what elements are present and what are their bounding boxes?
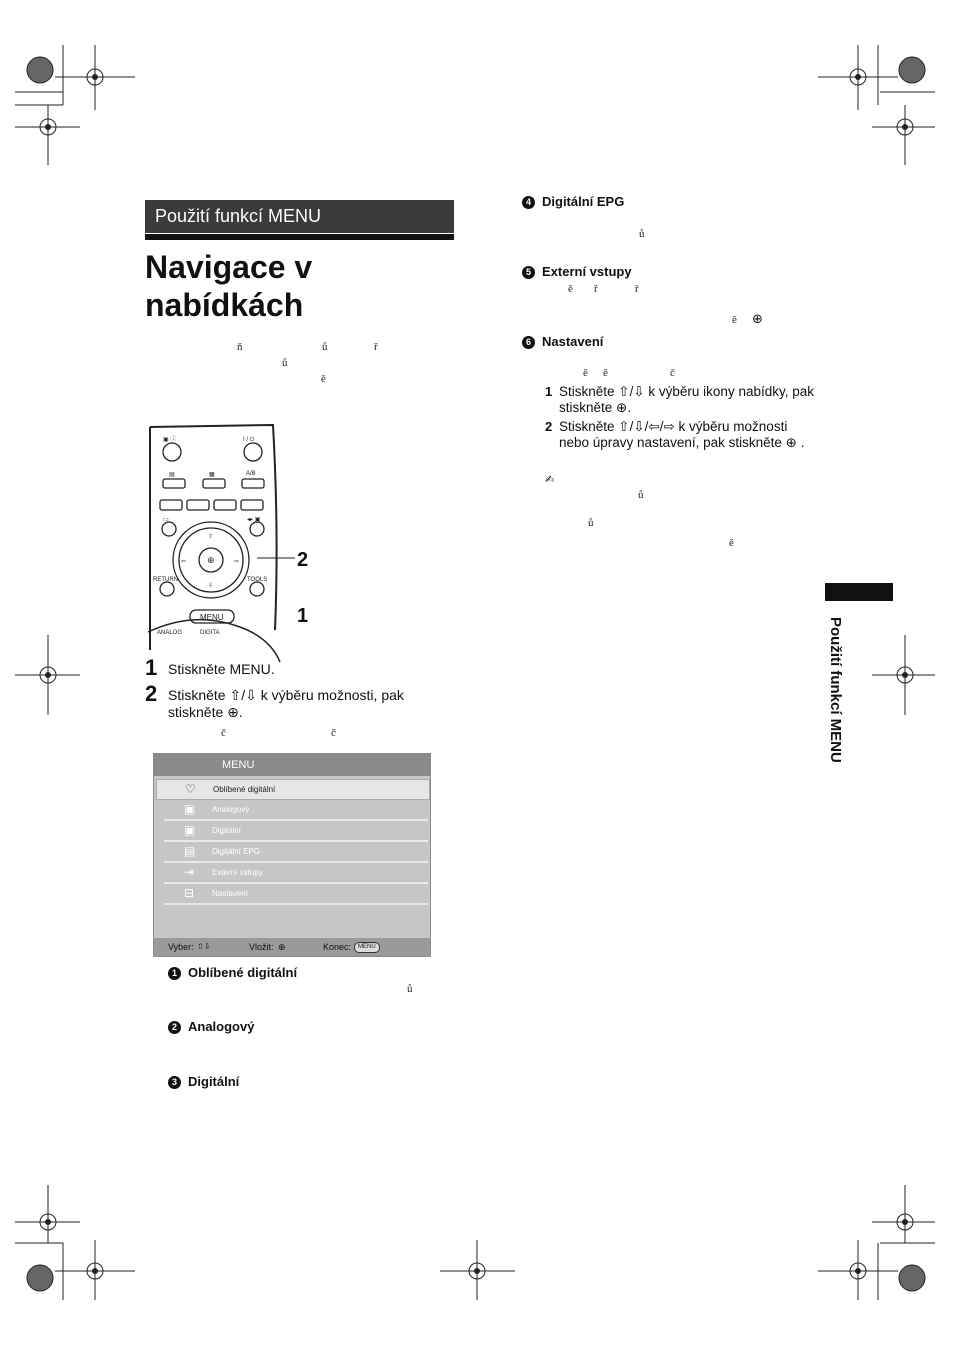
menu-item-label: Externí vstupy xyxy=(212,868,263,877)
menu-item-label: Digitální EPG xyxy=(212,847,261,856)
menu-item[interactable] xyxy=(156,779,430,800)
svg-text:⇦: ⇦ xyxy=(181,559,187,565)
item-digital-epg xyxy=(522,193,624,211)
item-2-number: 2 xyxy=(168,1021,181,1034)
svg-text:▭: ▭ xyxy=(163,517,169,523)
page-title-line1: Navigace v xyxy=(145,249,313,285)
step-2-number: 2 xyxy=(145,681,158,706)
svg-text:▣ ⓘ: ▣ ⓘ xyxy=(163,437,177,443)
item-digital xyxy=(168,1073,239,1091)
power-label: I / ⏻ xyxy=(243,437,255,443)
menu-item[interactable] xyxy=(164,821,428,842)
callout-1: 1 xyxy=(297,605,309,627)
intro-fragment: ň xyxy=(237,341,243,353)
side-tab-marker xyxy=(825,583,893,601)
intro-fragment: ů xyxy=(322,341,328,353)
enter-symbol-icon: ⊕ xyxy=(752,311,763,326)
svg-text:▦: ▦ xyxy=(209,472,215,478)
right-step-2-text: Stiskněte ⇧/⇩/⇦/⇨ k výběru možnosti nebo úpravy nastavení, pak stiskněte ⊕ . xyxy=(559,419,805,450)
right-fragment: ů xyxy=(638,489,644,501)
item-external-inputs xyxy=(522,263,632,281)
svg-text:⇧: ⇧ xyxy=(208,534,214,540)
intro-fragment: ě xyxy=(321,373,326,385)
footer-exit: Konec: xyxy=(323,942,352,952)
right-fragment: ě xyxy=(729,537,734,549)
side-tab-text: Použití funkcí MENU xyxy=(827,617,844,763)
intro-fragment: ř xyxy=(374,341,378,353)
intro-fragment: ů xyxy=(282,357,288,369)
tools-label: TOOLS xyxy=(247,577,268,583)
step-1-text: Stiskněte MENU. xyxy=(168,661,275,677)
menu-item-label: Nastavení xyxy=(212,889,249,898)
svg-text:◂▸ ▣: ◂▸ ▣ xyxy=(247,517,261,523)
side-tab-label xyxy=(824,617,844,807)
callout-2: 2 xyxy=(297,549,309,571)
section-header: Použití funkcí MENU xyxy=(145,200,454,233)
menu-header xyxy=(154,754,430,776)
item-settings xyxy=(522,333,603,351)
menu-item-label: Analogový xyxy=(212,805,250,814)
menu-item-label: Oblíbené digitální xyxy=(213,785,276,794)
item-6-title: Nastavení xyxy=(542,334,604,349)
item-1-title: Oblíbené digitální xyxy=(188,965,298,980)
step2-fragment: č xyxy=(331,727,336,739)
svg-text:⇩: ⇩ xyxy=(208,583,214,589)
right-step-1-text: Stiskněte ⇧/⇩ k výběru ikony nabídky, pak stiskněte ⊕. xyxy=(559,384,814,415)
toolbox-icon: ⊟ xyxy=(184,886,195,900)
footer-select: Vyber: xyxy=(168,942,194,952)
svg-text:▤: ▤ xyxy=(169,472,175,478)
item-5-number: 5 xyxy=(522,266,535,279)
right-fragment: ů xyxy=(588,517,594,529)
right-fragment: ř xyxy=(635,283,639,295)
analog-label: ANALOG xyxy=(157,630,183,636)
right-fragment: ř xyxy=(594,283,598,295)
updown-icon: ⇧⇩ xyxy=(197,942,211,951)
right-step-2-number: 2 xyxy=(545,419,553,434)
right-fragment: ě xyxy=(568,283,573,295)
return-label: RETURN xyxy=(153,577,178,583)
menu-item[interactable] xyxy=(164,800,428,821)
item-analog xyxy=(168,1018,254,1036)
menu-item[interactable] xyxy=(164,842,428,863)
item-6-number: 6 xyxy=(522,336,535,349)
right-fragment: č xyxy=(670,367,675,379)
item-4-title: Digitální EPG xyxy=(542,194,625,209)
page-title xyxy=(145,248,465,324)
step-2-text: Stiskněte ⇧/⇩ k výběru možnosti, pak stiskněte ⊕. xyxy=(168,687,404,720)
menu-footer xyxy=(154,938,430,956)
input-icon: ⇥ xyxy=(184,865,195,879)
item-favourites xyxy=(168,964,297,982)
section-underline xyxy=(145,234,454,240)
item-2-title: Analogový xyxy=(188,1019,255,1034)
menu-item-label: Digitální xyxy=(212,826,241,835)
digital-label: DIGITA xyxy=(200,630,220,636)
menu-title: MENU xyxy=(222,759,255,771)
right-fragment: ě xyxy=(583,367,588,379)
menu-item[interactable] xyxy=(164,863,428,884)
ab-label: A/B xyxy=(246,471,256,477)
item-4-number: 4 xyxy=(522,196,535,209)
menu-label: MENU xyxy=(200,613,224,622)
remote-control-illustration xyxy=(145,422,325,667)
guide-icon: ▤ xyxy=(184,844,196,858)
menu-key-icon: MENU xyxy=(354,942,380,953)
page-title-line2: nabídkách xyxy=(145,287,304,323)
item-5-title: Externí vstupy xyxy=(542,264,632,279)
item-3-number: 3 xyxy=(168,1076,181,1089)
item-1-number: 1 xyxy=(168,967,181,980)
step-2 xyxy=(145,681,445,720)
item-1-text: ů xyxy=(407,983,413,995)
step-1-number: 1 xyxy=(145,655,158,680)
item-4-text: ů xyxy=(639,228,645,240)
footer-enter: Vložit: xyxy=(249,942,274,952)
step-1 xyxy=(145,655,445,681)
tv-menu-screen xyxy=(153,753,431,957)
svg-text:⊕: ⊕ xyxy=(207,555,215,565)
pencil-note-icon: ✍ xyxy=(545,474,555,486)
step2-fragment: č xyxy=(221,727,226,739)
right-fragment: ě xyxy=(732,314,737,326)
menu-item[interactable] xyxy=(164,884,428,905)
tv-icon: ▣ xyxy=(184,823,196,837)
svg-text:⇨: ⇨ xyxy=(234,559,240,565)
item-3-title: Digitální xyxy=(188,1074,240,1089)
enter-icon: ⊕ xyxy=(278,942,286,952)
tv-icon: ▣ xyxy=(184,802,196,816)
right-fragment: ě xyxy=(603,367,608,379)
right-step-1-number: 1 xyxy=(545,384,553,399)
heart-icon: ♡ xyxy=(185,782,196,796)
